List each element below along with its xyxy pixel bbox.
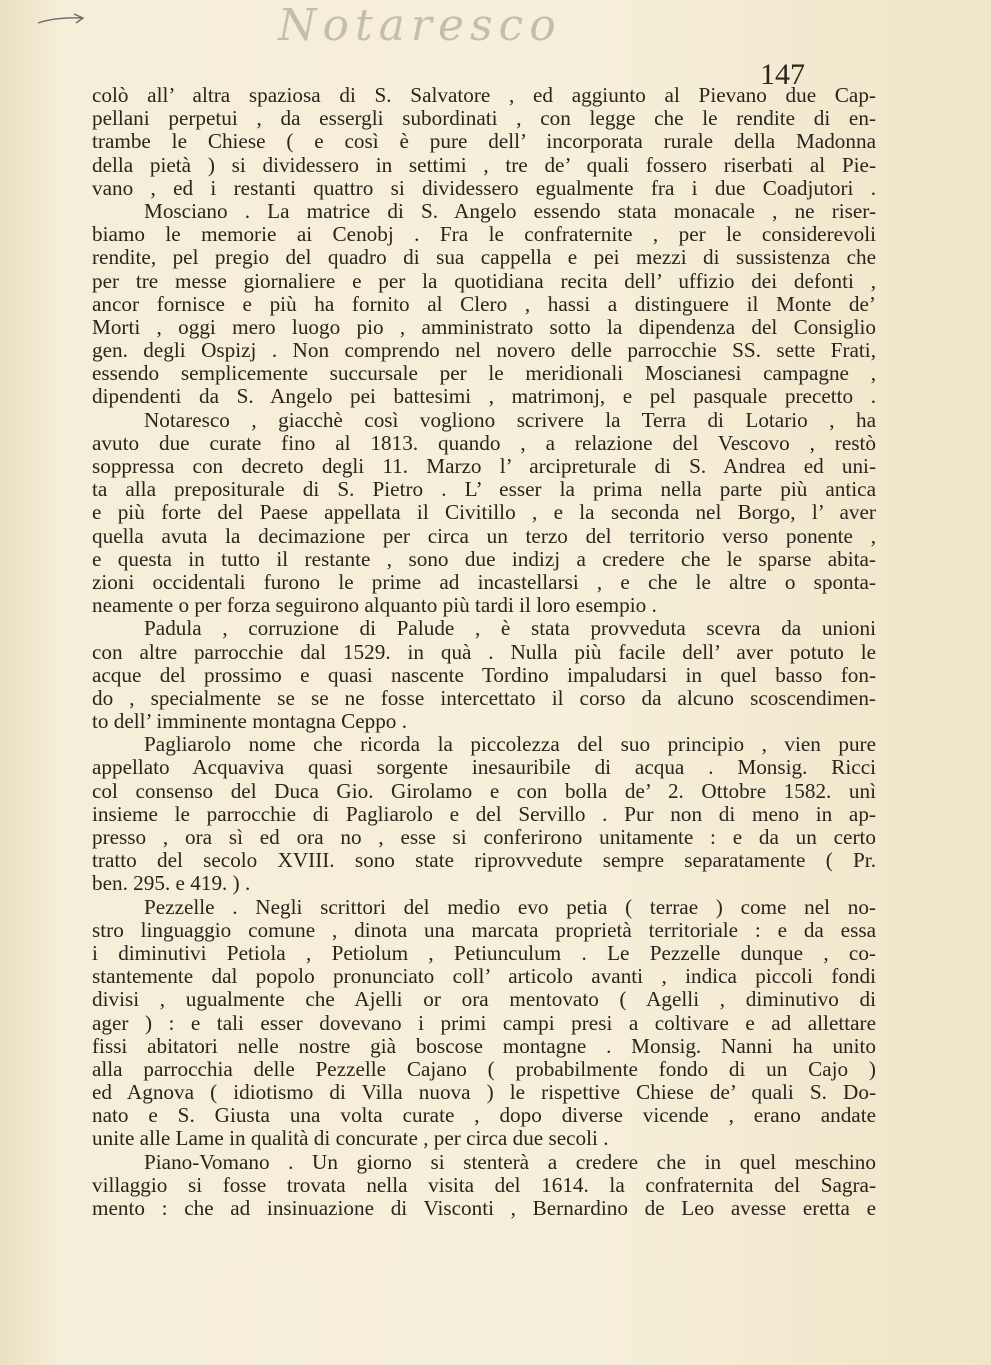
text-line: essendo semplicemente succursale per le meridionali Moscianesi campagne ,: [92, 361, 876, 386]
text-line: rendite, pel pregio del quadro di sua cappella e pei mezzi di sussistenza che: [92, 245, 876, 270]
text-line: soppressa con decreto degli 11. Marzo l’ arcipreturale di S. Andrea ed uni-: [92, 454, 876, 478]
text-line: colò all’ altra spaziosa di S. Salvatore , ed aggiunto al Pievano due Cap-: [92, 83, 876, 107]
body-text: [92, 84, 876, 1220]
text-line: do , specialmente se se ne fosse intercettato il corso da alcuno scoscendimen-: [92, 685, 876, 710]
text-line: alla parrocchia delle Pezzelle Cajano ( probabilmente fondo di un Cajo ): [92, 1056, 876, 1081]
text-line: ed Agnova ( idiotismo di Villa nuova ) le rispettive Chiese de’ quali S. Do-: [92, 1080, 876, 1105]
text-line: appellato Acquaviva quasi sorgente inesauribile di acqua . Monsig. Ricci: [92, 755, 876, 780]
text-line: unite alle Lame in qualità di concurate , per circa due secoli .: [92, 1126, 609, 1151]
text-line: to dell’ imminente montagna Ceppo .: [92, 709, 407, 734]
text-line: avuto due curate fino al 1813. quando , a relazione del Vescovo , restò: [92, 430, 876, 455]
text-line: stro linguaggio comune , dinota una marcata proprietà territoriale : e da essa: [92, 917, 876, 942]
text-line: trambe le Chiese ( e così è pure dell’ incorporata rurale della Madonna: [92, 129, 876, 154]
text-line: quella avuta la decimazione per circa un terzo del territorio verso ponente ,: [92, 523, 876, 548]
text-line: ta alla prepositurale di S. Pietro . L’ esser la prima nella parte più antica: [92, 477, 876, 502]
text-line: Morti , oggi mero luogo pio , amministrato sotto la dipendenza del Consiglio: [92, 314, 876, 339]
text-line: biamo le memorie ai Cenobj . Fra le confraternite , per le considerevoli: [92, 222, 876, 247]
text-line: vano , ed i restanti quattro si dividessero egualmente fra i due Coadjutori .: [92, 175, 876, 200]
text-line: fissi abitatori nelle nostre già boscose montagne . Monsig. Nanni ha unito: [92, 1033, 876, 1058]
text-line: ben. 295. e 419. ) .: [92, 871, 251, 896]
text-line: ager ) : e tali esser dovevano i primi campi presi a coltivare e ad allettare: [92, 1010, 876, 1035]
text-line: villaggio si fosse trovata nella visita del 1614. la confraternita del Sagra-: [92, 1172, 876, 1197]
text-line: neamente o per forza seguirono alquanto più tardi il loro esempio .: [92, 593, 657, 618]
text-line: pellani perpetui , da essergli subordinati , con legge che le rendite di en-: [92, 106, 876, 131]
text-line: Pagliarolo nome che ricorda la piccolezza del suo principio , vien pure: [144, 732, 876, 757]
text-line: Notaresco , giacchè così vogliono scrivere la Terra di Lotario , ha: [144, 407, 876, 432]
text-line: i diminutivi Petiola , Petiolum , Petiunculum . Le Pezzelle dunque , co-: [92, 940, 876, 965]
text-line: della pietà ) si dividessero in settimi , tre de’ quali fossero riserbati al Pie-: [92, 152, 876, 177]
text-line: Padula , corruzione di Palude , è stata provveduta scevra da unioni: [144, 616, 876, 641]
handwritten-annotation: Notaresco: [278, 0, 562, 51]
text-line: tratto del secolo XVIII. sono state riprovvedute sempre separatamente ( Pr.: [92, 848, 876, 873]
text-line: per tre messe giornaliere e per la quotidiana recita dell’ uffizio dei defonti ,: [92, 268, 876, 293]
text-line: mento : che ad insinuazione di Visconti , Bernardino de Leo avesse eretta e: [92, 1196, 876, 1220]
text-line: gen. degli Ospizj . Non comprendo nel novero delle parrocchie SS. sette Frati,: [92, 338, 876, 363]
text-line: acque del prossimo e quasi nascente Tordino impaludarsi in quel basso fon-: [92, 662, 876, 687]
text-line: divisi , ugualmente che Ajelli or ora mentovato ( Agelli , diminutivo di: [92, 987, 876, 1012]
text-line: con altre parrocchie dal 1529. in quà . Nulla più facile dell’ aver potuto le: [92, 639, 876, 664]
text-line: Pezzelle . Negli scrittori del medio evo petia ( terrae ) come nel no-: [144, 894, 876, 919]
text-line: insieme le parrocchie di Pagliarolo e del Servillo . Pur non di meno in ap-: [92, 801, 876, 826]
text-line: col consenso del Duca Gio. Girolamo e con bolla de’ 2. Ottobre 1582. unì: [92, 778, 876, 803]
text-line: stantemente dal popolo pronunciato coll’ articolo avanti , indica piccoli fondi: [92, 964, 876, 989]
text-line: ancor fornisce e più ha fornito al Clero , hassi a distinguere il Monte de’: [92, 291, 876, 316]
text-line: e questa in tutto il restante , sono due indizj a credere che le sparse abita-: [92, 546, 876, 571]
text-line: dipendenti da S. Angelo pei battesimi , matrimonj, e pel pasquale precetto .: [92, 384, 876, 409]
text-line: e più forte del Paese appellata il Civitillo , e la seconda nel Borgo, l’ aver: [92, 500, 876, 525]
text-line: zioni occidentali furono le prime ad incastellarsi , e che le altre o sponta-: [92, 569, 876, 594]
text-line: Mosciano . La matrice di S. Angelo essendo stata monacale , ne riser-: [144, 198, 876, 223]
margin-pen-mark: [36, 12, 86, 28]
text-line: presso , ora sì ed ora no , esse si conferirono unitamente : e da un certo: [92, 825, 876, 849]
page-number: 147: [760, 58, 805, 91]
text-line: Piano-Vomano . Un giorno si stenterà a credere che in quel meschino: [144, 1149, 876, 1174]
text-line: nato e S. Giusta una volta curate , dopo diverse vicende , erano andate: [92, 1103, 876, 1128]
